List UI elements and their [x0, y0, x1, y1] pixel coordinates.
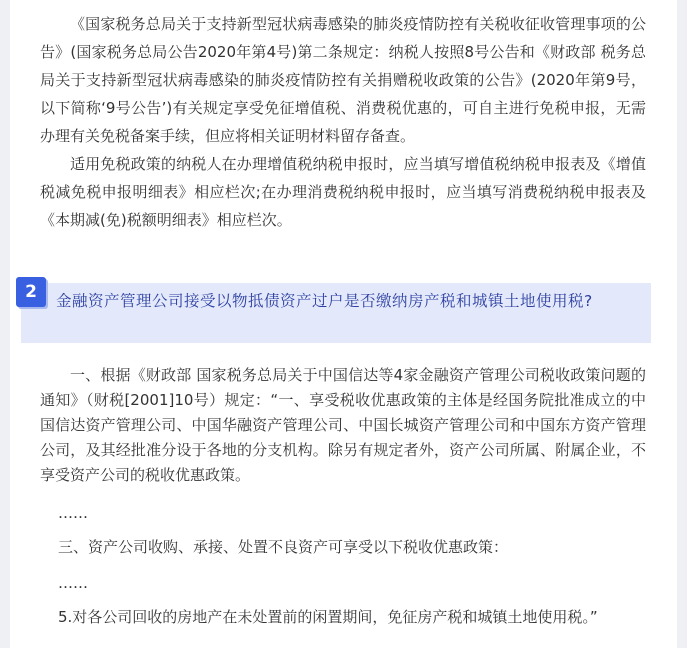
question-text: 金融资产管理公司接受以物抵债资产过户是否缴纳房产税和城镇土地使用税?: [56, 292, 593, 310]
paragraph-announcement-4: 《国家税务总局关于支持新型冠状病毒感染的肺炎疫情防控有关税收征收管理事项的公告》(国家税务总局公告2020年第4号)第二条规定：纳税人按照8号公告和《财政部 税务总局关于支持新型冠状病毒感染的肺炎疫情防控有关捐赠税收政策的公告》(2020年第9号，以下简称‘9号公告’)有关规定享受免征增值税、消费税优惠的，可自主进行免税申报，无需办理有关免税备案手续，但应将相关证明材料留存备查。: [40, 15, 646, 145]
answer-item-five: 5.对各公司回收的房地产在未处置前的闲置期间，免征房产税和城镇土地使用税。”: [58, 608, 598, 626]
answer-paragraph: 一、根据《财政部 国家税务总局关于中国信达等4家金融资产管理公司税收政策问题的通知》（财税[2001]10号）规定：“一、享受税收优惠政策的主体是经国务院批准成立的中国信达资产管理公司、中国华融资产管理公司、中国长城资产管理公司和中国东方资产管理公司，及其经批准分设于各地的分支机构。除另有规定者外，资产公司所属、附属企业，不享受资产公司的税收优惠政策。: [40, 366, 646, 484]
ellipsis-1: ……: [58, 504, 88, 522]
question-heading: [21, 283, 651, 343]
ellipsis-2: ……: [58, 574, 88, 592]
question-number-badge: 2: [16, 277, 46, 307]
paragraph-tax-filing: 适用免税政策的纳税人在办理增值税纳税申报时，应当填写增值税纳税申报表及《增值税减免税申报明细表》相应栏次;在办理消费税纳税申报时，应当填写消费税纳税申报表及《本期减(免)税额明细表》相应栏次。: [40, 155, 646, 229]
answer-item-three: 三、资产公司收购、承接、处置不良资产可享受以下税收优惠政策：: [58, 538, 509, 556]
